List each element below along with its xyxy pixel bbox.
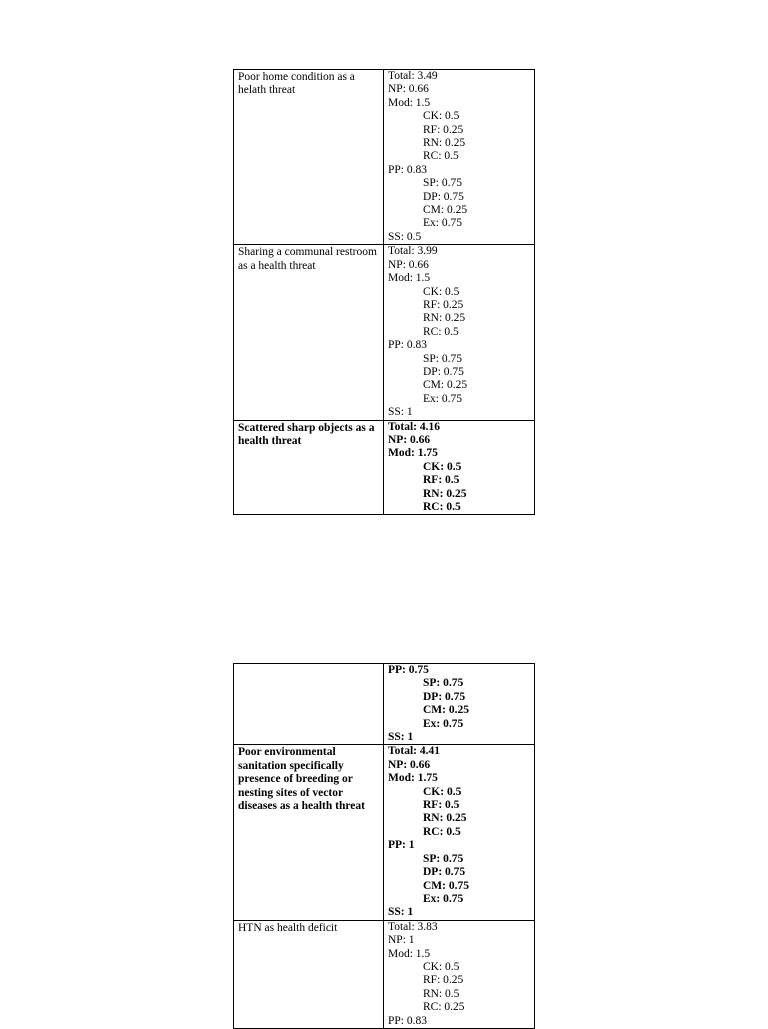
- sub-score-line: Ex: 0.75: [423, 392, 462, 405]
- sub-score-line: RF: 0.5: [423, 474, 460, 487]
- score-line: PP: 0.83: [388, 1014, 427, 1027]
- problem-text: HTN as health deficit: [238, 921, 338, 934]
- sub-score-line: CM: 0.75: [423, 879, 469, 892]
- score-line: SS: 1: [388, 731, 414, 744]
- sub-score-line: CK: 0.5: [423, 785, 462, 798]
- score-cell: [384, 664, 535, 745]
- problem-text: Poor environmental sanitation specifically presence of breeding or nesting sites of vector diseases as a health threat: [238, 746, 365, 813]
- sub-score-line: RN: 0.25: [423, 812, 467, 825]
- table-row: [234, 664, 535, 745]
- score-line: SS: 1: [388, 906, 414, 919]
- problem-cell: [234, 70, 384, 245]
- sub-score-line: RN: 0.25: [423, 137, 466, 150]
- sub-score-line: Ex: 0.75: [423, 717, 464, 730]
- score-cell: [384, 920, 535, 1028]
- scoring-table-top: [233, 69, 535, 515]
- score-line: Mod: 1.75: [388, 447, 438, 460]
- sub-score-line: SP: 0.75: [423, 177, 462, 190]
- score-line: NP: 1: [388, 934, 415, 947]
- score-line: PP: 1: [388, 839, 415, 852]
- sub-score-line: Ex: 0.75: [423, 892, 464, 905]
- scoring-table-bottom: [233, 663, 535, 1029]
- problem-cell: [234, 245, 384, 420]
- sub-score-line: RC: 0.5: [423, 325, 459, 338]
- problem-cell: [234, 745, 384, 920]
- score-line: Total: 4.41: [388, 745, 440, 758]
- sub-score-line: DP: 0.75: [423, 190, 464, 203]
- score-line: NP: 0.66: [388, 433, 431, 446]
- score-line: Mod: 1.5: [388, 947, 431, 960]
- sub-score-line: CM: 0.25: [423, 379, 468, 392]
- score-line: SS: 0.5: [388, 230, 422, 243]
- sub-score-line: RC: 0.5: [423, 501, 461, 513]
- score-line: Total: 3.83: [388, 920, 438, 933]
- score-line: Total: 3.49: [388, 70, 438, 82]
- problem-cell: [234, 920, 384, 1028]
- sub-score-line: RN: 0.5: [423, 987, 460, 1000]
- sub-score-line: RF: 0.25: [423, 123, 464, 136]
- sub-score-line: SP: 0.75: [423, 852, 464, 865]
- score-line: Mod: 1.5: [388, 96, 431, 109]
- sub-score-line: RN: 0.25: [423, 312, 466, 325]
- problem-text: Sharing a communal restroom as a health threat: [238, 246, 377, 272]
- score-line: NP: 0.66: [388, 258, 429, 271]
- sub-score-line: CM: 0.25: [423, 204, 468, 217]
- sub-score-line: RC: 0.5: [423, 150, 459, 163]
- sub-score-line: DP: 0.75: [423, 365, 464, 378]
- sub-score-line: SP: 0.75: [423, 677, 464, 690]
- score-cell: [384, 745, 535, 920]
- sub-score-line: SP: 0.75: [423, 352, 462, 365]
- score-cell: [384, 245, 535, 420]
- score-line: Mod: 1.75: [388, 772, 438, 785]
- score-line: Total: 3.99: [388, 245, 438, 258]
- problem-cell: [234, 664, 384, 745]
- table-row: [234, 420, 535, 515]
- problem-text: Poor home condition as a helath threat: [238, 71, 355, 97]
- score-line: NP: 0.66: [388, 83, 429, 96]
- sub-score-line: RC: 0.5: [423, 825, 461, 838]
- problem-cell: [234, 420, 384, 515]
- sub-score-line: CK: 0.5: [423, 460, 462, 473]
- score-line: PP: 0.83: [388, 163, 427, 176]
- sub-score-line: RF: 0.25: [423, 974, 464, 987]
- score-line: Total: 4.16: [388, 420, 440, 433]
- sub-score-line: DP: 0.75: [423, 690, 466, 703]
- score-cell: [384, 420, 535, 515]
- table-row: [234, 920, 535, 1028]
- table-row: [234, 745, 535, 920]
- table-row: [234, 70, 535, 245]
- score-line: Mod: 1.5: [388, 272, 431, 285]
- sub-score-line: DP: 0.75: [423, 866, 466, 879]
- table-row: [234, 245, 535, 420]
- sub-score-line: CK: 0.5: [423, 960, 460, 973]
- score-cell: [384, 70, 535, 245]
- sub-score-line: CK: 0.5: [423, 110, 460, 123]
- sub-score-line: RF: 0.25: [423, 298, 464, 311]
- sub-score-line: RN: 0.25: [423, 487, 467, 500]
- sub-score-line: Ex: 0.75: [423, 217, 462, 230]
- problem-text: Scattered sharp objects as a health threat: [238, 421, 375, 447]
- sub-score-line: CK: 0.5: [423, 285, 460, 298]
- sub-score-line: RC: 0.25: [423, 1001, 465, 1014]
- score-line: NP: 0.66: [388, 758, 431, 771]
- sub-score-line: RF: 0.5: [423, 799, 460, 812]
- score-line: PP: 0.75: [388, 664, 429, 676]
- score-line: SS: 1: [388, 406, 413, 419]
- sub-score-line: CM: 0.25: [423, 704, 469, 717]
- score-line: PP: 0.83: [388, 339, 427, 352]
